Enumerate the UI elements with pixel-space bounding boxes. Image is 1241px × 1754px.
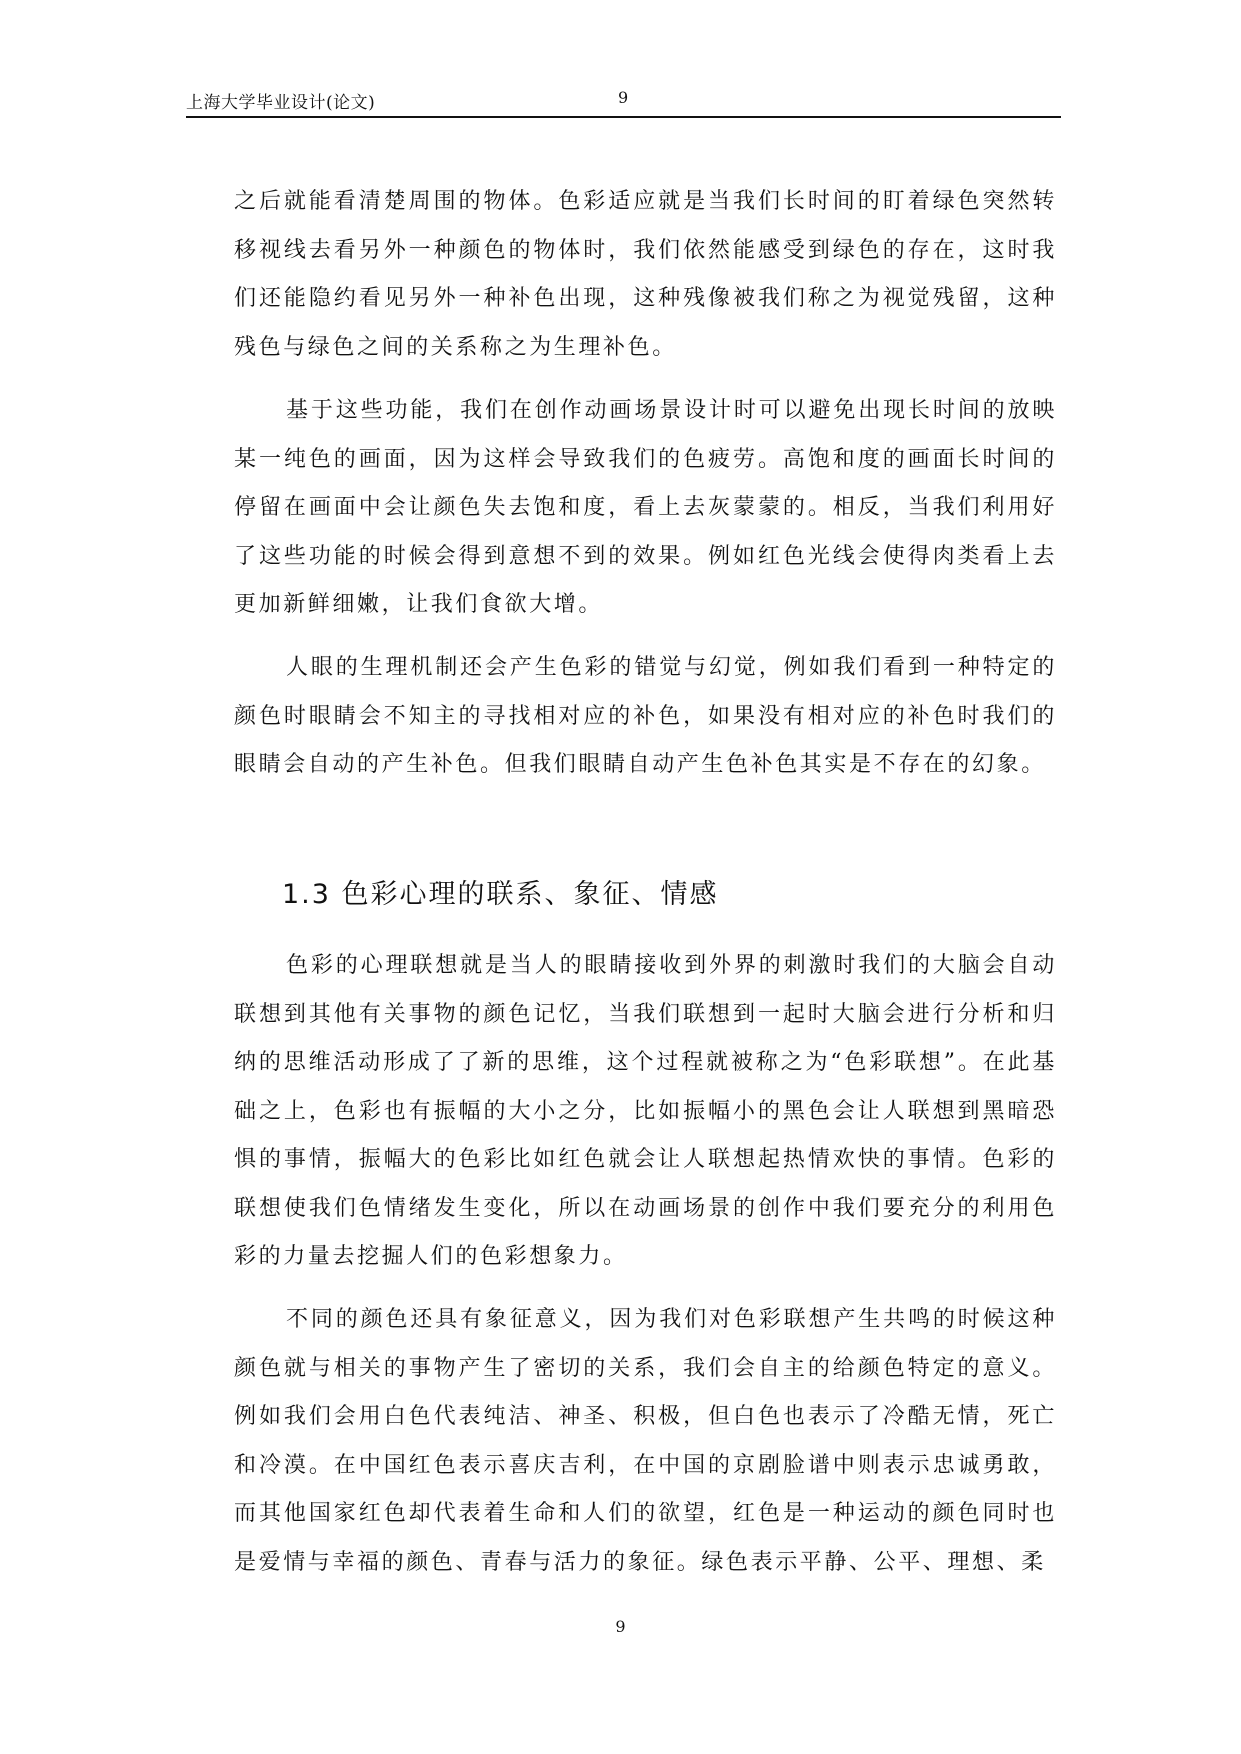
header-page-number: 9 — [618, 88, 629, 107]
body-paragraph: 人眼的生理机制还会产生色彩的错觉与幻觉，例如我们看到一种特定的颜色时眼睛会不知主的寻找相对应的补色，如果没有相对应的补色时我们的眼睛会自动的产生补色。但我们眼睛自动产生色补色其实是不存在的幻象。 — [234, 655, 1057, 777]
body-paragraph: 不同的颜色还具有象征意义，因为我们对色彩联想产生共鸣的时候这种颜色就与相关的事物产生了密切的关系，我们会自主的给颜色特定的意义。例如我们会用白色代表纯洁、神圣、积极，但白色也表示了冷酷无情，死亡和冷漠。在中国红色表示喜庆吉利，在中国的京剧脸谱中则表示忠诚勇敢，而其他国家红色却代表着生命和人们的欲望，红色是一种运动的颜色同时也是爱情与幸福的颜色、青春与活力的象征。绿色表示平静、公平、理想、柔 — [234, 1307, 1057, 1575]
footer-page-number: 9 — [615, 1617, 626, 1636]
body-paragraph: 色彩的心理联想就是当人的眼睛接收到外界的刺激时我们的大脑会自动联想到其他有关事物的颜色记忆，当我们联想到一起时大脑会进行分析和归纳的思维活动形成了了新的思维，这个过程就被称之为“色彩联想”。在此基础之上，色彩也有振幅的大小之分，比如振幅小的黑色会让人联想到黑暗恐惧的事情，振幅大的色彩比如红色就会让人联想起热情欢快的事情。色彩的联想使我们色情绪发生变化，所以在动画场景的创作中我们要充分的利用色彩的力量去挖掘人们的色彩想象力。 — [234, 953, 1057, 1269]
body-paragraph: 基于这些功能，我们在创作动画场景设计时可以避免出现长时间的放映某一纯色的画面，因为这样会导致我们的色疲劳。高饱和度的画面长时间的停留在画面中会让颜色失去饱和度，看上去灰蒙蒙的。相反，当我们利用好了这些功能的时候会得到意想不到的效果。例如红色光线会使得肉类看上去更加新鲜细嫩，让我们食欲大增。 — [234, 398, 1057, 617]
body-paragraph: 之后就能看清楚周围的物体。色彩适应就是当我们长时间的盯着绿色突然转移视线去看另外一种颜色的物体时，我们依然能感受到绿色的存在，这时我们还能隐约看见另外一种补色出现，这种残像被我们称之为视觉残留，这种残色与绿色之间的关系称之为生理补色。 — [234, 189, 1057, 360]
section-heading: 1.3 色彩心理的联系、象征、情感 — [282, 879, 719, 910]
running-header — [186, 86, 1061, 118]
header-title: 上海大学毕业设计(论文) — [186, 93, 376, 113]
